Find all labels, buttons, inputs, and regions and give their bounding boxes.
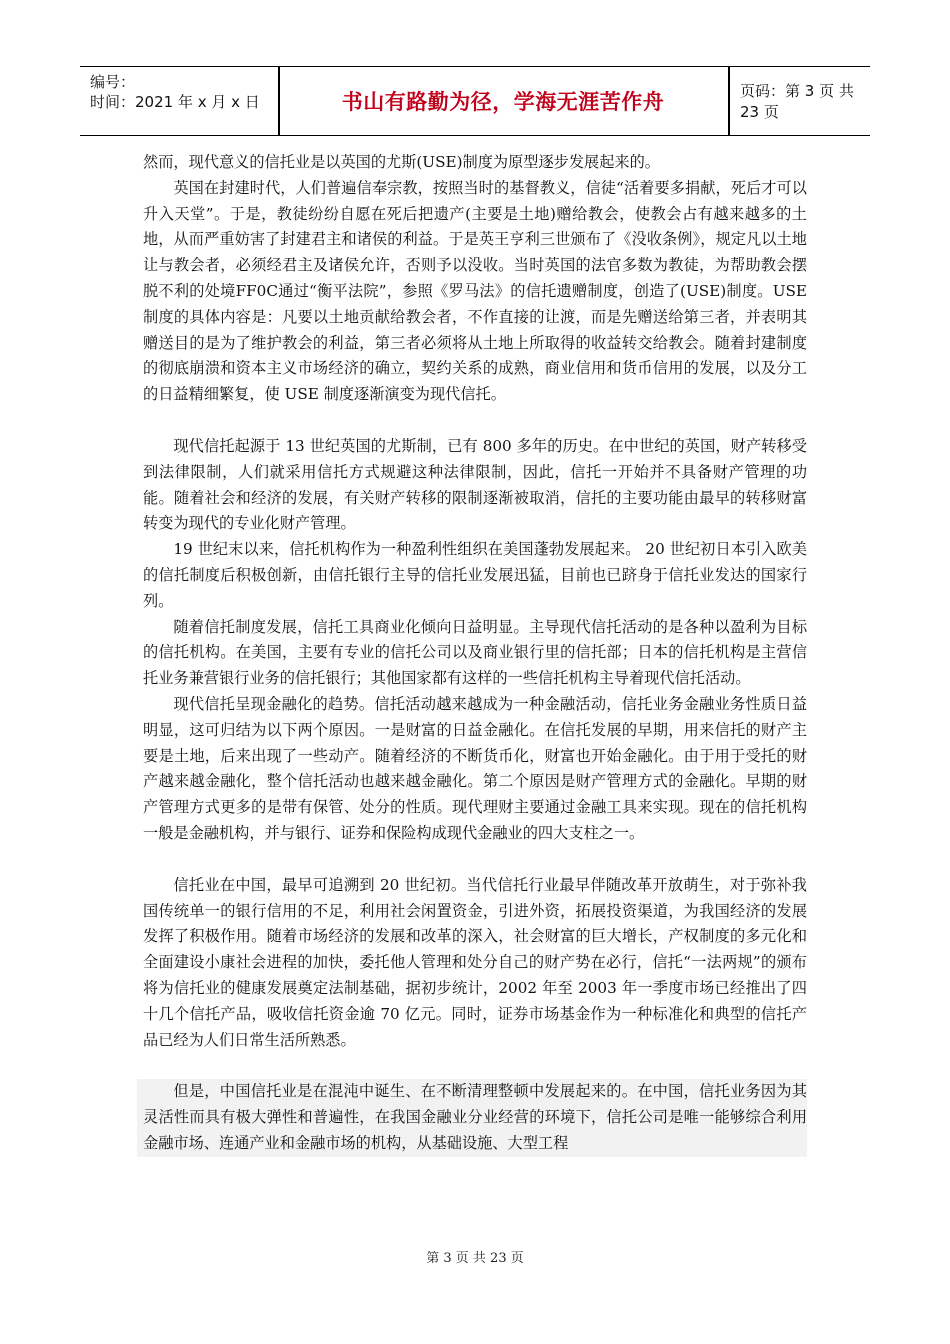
date-label: 时间：2021 年 x 月 x 日 xyxy=(90,93,260,111)
page-header xyxy=(80,66,870,136)
page-footer: 第 3 页 共 23 页 xyxy=(426,1251,524,1266)
paragraph: 英国在封建时代，人们普遍信奉宗教，按照当时的基督教义，信徒“活着要多捐献，死后才可以升入天堂”。于是，教徒纷纷自愿在死后把遗产(主要是土地)赠给教会，使教会占有越来越多的土地，从而严重妨害了封建君主和诸侯的利益。于是英王亨利三世颁布了《没收条例》，规定凡以土地让与教会者，必须经君主及诸侯允许，否则予以没收。当时英国的法官多数为教徒，为帮助教会摆脱不利的处境FF0C通过“衡平法院”，参照《罗马法》的信托遗赠制度，创造了(USE)制度。USE 制度的具体内容是：凡要以土地贡献给教会者，不作直接的让渡，而是先赠送给第三者，并表明其赠送目的是为了维护教会的利益，第三者必须将从土地上所取得的收益转交给教会。随着封建制度的彻底崩溃和资本主义市场经济的确立，契约关系的成熟，商业信用和货币信用的发展，以及分工的日益精细繁复，使 USE 制度逐渐演变为现代信托。 xyxy=(143,178,807,404)
header-meta xyxy=(80,67,278,135)
paragraph: 信托业在中国，最早可追溯到 20 世纪初。当代信托行业最早伴随改革开放萌生，对于弥补我国传统单一的银行信用的不足，利用社会闲置资金，引进外资，拓展投资渠道，为我国经济的发展发挥了积极作用。随着市场经济的发展和改革的深入，社会财富的巨大增长，产权制度的多元化和全面建设小康社会进程的加快，委托他人管理和处分自己的财产势在必行，信托“一法两规”的颁布将为信托业的健康发展奠定法制基础，据初步统计，2002 年至 2003 年一季度市场已经推出了四十几个信托产品，吸收信托资金逾 70 亿元。同时，证券市场基金作为一种标准化和典型的信托产品已经为人们日常生活所熟悉。 xyxy=(143,875,807,1049)
header-divider xyxy=(728,67,730,135)
number-label: 编号： xyxy=(90,73,136,91)
paragraph: 现代信托呈现金融化的趋势。信托活动越来越成为一种金融活动，信托业务金融业务性质日益明显，这可归结为以下两个原因。一是财富的日益金融化。在信托发展的早期，用来信托的财产主要是土地，后来出现了一些动产。随着经济的不断货币化，财富也开始金融化。由于用于受托的财产越来越金融化，整个信托活动也越来越金融化。第二个原因是财产管理方式的金融化。早期的财产管理方式更多的是带有保管、处分的性质。现代理财主要通过金融工具来实现。现在的信托机构一般是金融机构，并与银行、证券和保险构成现代金融业的四大支柱之一。 xyxy=(143,694,807,842)
paragraph: 但是，中国信托业是在混沌中诞生、在不断清理整顿中发展起来的。在中国，信托业务因为其灵活性而具有极大弹性和普遍性，在我国金融业分业经营的环境下，信托公司是唯一能够综合利用金融市场、连通产业和金融市场的机构，从基础设施、大型工程 xyxy=(137,1079,807,1156)
document-body xyxy=(143,150,807,1157)
header-page-label: 页码：第 3 页 共 23 页 xyxy=(740,82,854,121)
paragraph: 现代信托起源于 13 世纪英国的尤斯制，已有 800 多年的历史。在中世纪的英国，财产转移受到法律限制，人们就采用信托方式规避这种法律限制，因此，信托一开始并不具备财产管理的功能。随着社会和经济的发展，有关财产转移的限制逐渐被取消，信托的主要功能由最早的转移财富转变为现代的专业化财产管理。 xyxy=(143,436,807,533)
paragraph: 随着信托制度发展，信托工具商业化倾向日益明显。主导现代信托活动的是各种以盈利为目标的信托机构。在美国，主要有专业的信托公司以及商业银行里的信托部；日本的信托机构是主营信托业务兼营银行业务的信托银行；其他国家都有这样的一些信托机构主导着现代信托活动。 xyxy=(143,617,807,688)
paragraph: 19 世纪末以来，信托机构作为一种盈利性组织在美国蓬勃发展起来。 20 世纪初日本引入欧美的信托制度后积极创新，由信托银行主导的信托业发展迅猛，目前也已跻身于信托业发达的国家行列。 xyxy=(143,540,807,610)
paragraph: 然而，现代意义的信托业是以英国的尤斯(USE)制度为原型逐步发展起来的。 xyxy=(143,153,660,171)
header-motto: 书山有路勤为径，学海无涯苦作舟 xyxy=(341,90,665,114)
